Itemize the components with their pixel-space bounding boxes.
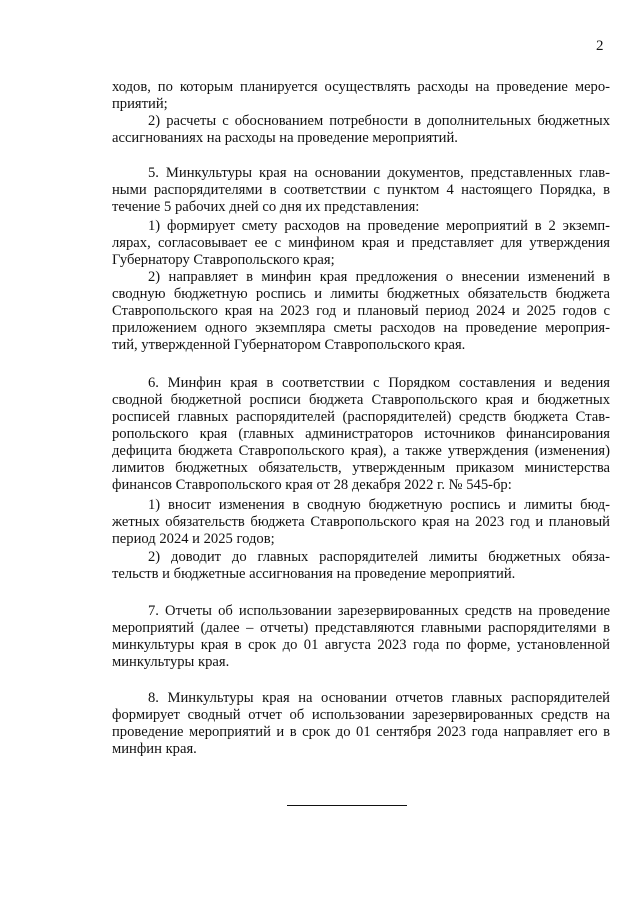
text-line: 8. Минкультуры края на основании отчетов главных распорядителей — [148, 690, 610, 706]
text-line: лярах, согласовывает ее с минфином края и представляет для утверждения — [112, 235, 610, 251]
text-line: финансов Ставропольского края от 28 декабря 2022 г. № 545-бр: — [112, 477, 512, 493]
text-line: 7. Отчеты об использовании зарезервированных средств на проведение — [148, 603, 610, 619]
text-line: Губернатору Ставропольского края; — [112, 252, 335, 268]
text-line: сводную бюджетную роспись и лимиты бюджетных обязательств бюджета — [112, 286, 610, 302]
text-line: 2) доводит до главных распорядителей лимиты бюджетных обяза- — [148, 549, 610, 565]
text-line: Ставропольского края на 2023 год и плановый период 2024 и 2025 годов с — [112, 303, 610, 319]
text-line: приятий; — [112, 96, 168, 112]
text-line: минкультуры края. — [112, 654, 230, 670]
text-line: проведение мероприятий и в срок до 01 сентября 2023 года направляет его в — [112, 724, 610, 740]
text-line: 2) направляет в минфин края предложения о внесении изменений в — [148, 269, 610, 285]
text-line: росписей главных распорядителей (распорядителей) средств бюджета Став- — [112, 409, 610, 425]
text-line: мероприятий (далее – отчеты) представляются главными распорядителями в — [112, 620, 610, 636]
text-line: 2) расчеты с обоснованием потребности в дополнительных бюджетных — [148, 113, 610, 129]
text-line: течение 5 рабочих дней со дня их представления: — [112, 199, 420, 215]
text-line: ными распорядителями в соответствии с пунктом 4 настоящего Порядка, в — [112, 182, 610, 198]
text-line: минкультуры края в срок до 01 августа 2023 года по форме, установленной — [112, 637, 610, 653]
text-line: дефицита бюджета Ставропольского края), а также утверждения (изменения) — [112, 443, 610, 459]
page-number: 2 — [596, 38, 604, 54]
text-line: ропольского края (главных администраторов источников финансирования — [112, 426, 610, 442]
text-line: тий, утвержденной Губернатором Ставропольского края. — [112, 337, 466, 353]
text-line: приложением одного экземпляра сметы расходов на проведение мероприя- — [112, 320, 610, 336]
text-line: ходов, по которым планируется осуществлять расходы на проведение меро- — [112, 79, 610, 95]
text-line: сводной бюджетной росписи бюджета Ставропольского края и бюджетных — [112, 392, 610, 408]
text-line: минфин края. — [112, 741, 197, 757]
text-line: период 2024 и 2025 годов; — [112, 531, 275, 547]
text-line: 1) формирует смету расходов на проведение мероприятий в 2 экземп- — [148, 218, 610, 234]
text-line: тельств и бюджетные ассигнования на проведение мероприятий. — [112, 566, 516, 582]
text-line: ассигнованиях на расходы на проведение мероприятий. — [112, 130, 458, 146]
text-line: лимитов бюджетных обязательств, утвержденным приказом министерства — [112, 460, 610, 476]
text-line: 5. Минкультуры края на основании документов, представленных глав- — [148, 165, 610, 181]
text-line: формирует сводный отчет об использовании зарезервированных средств на — [112, 707, 610, 723]
closing-rule — [287, 805, 407, 806]
text-line: жетных обязательств бюджета Ставропольского края на 2023 год и плановый — [112, 514, 610, 530]
text-line: 1) вносит изменения в сводную бюджетную роспись и лимиты бюд- — [148, 497, 610, 513]
text-line: 6. Минфин края в соответствии с Порядком составления и ведения — [148, 375, 610, 391]
